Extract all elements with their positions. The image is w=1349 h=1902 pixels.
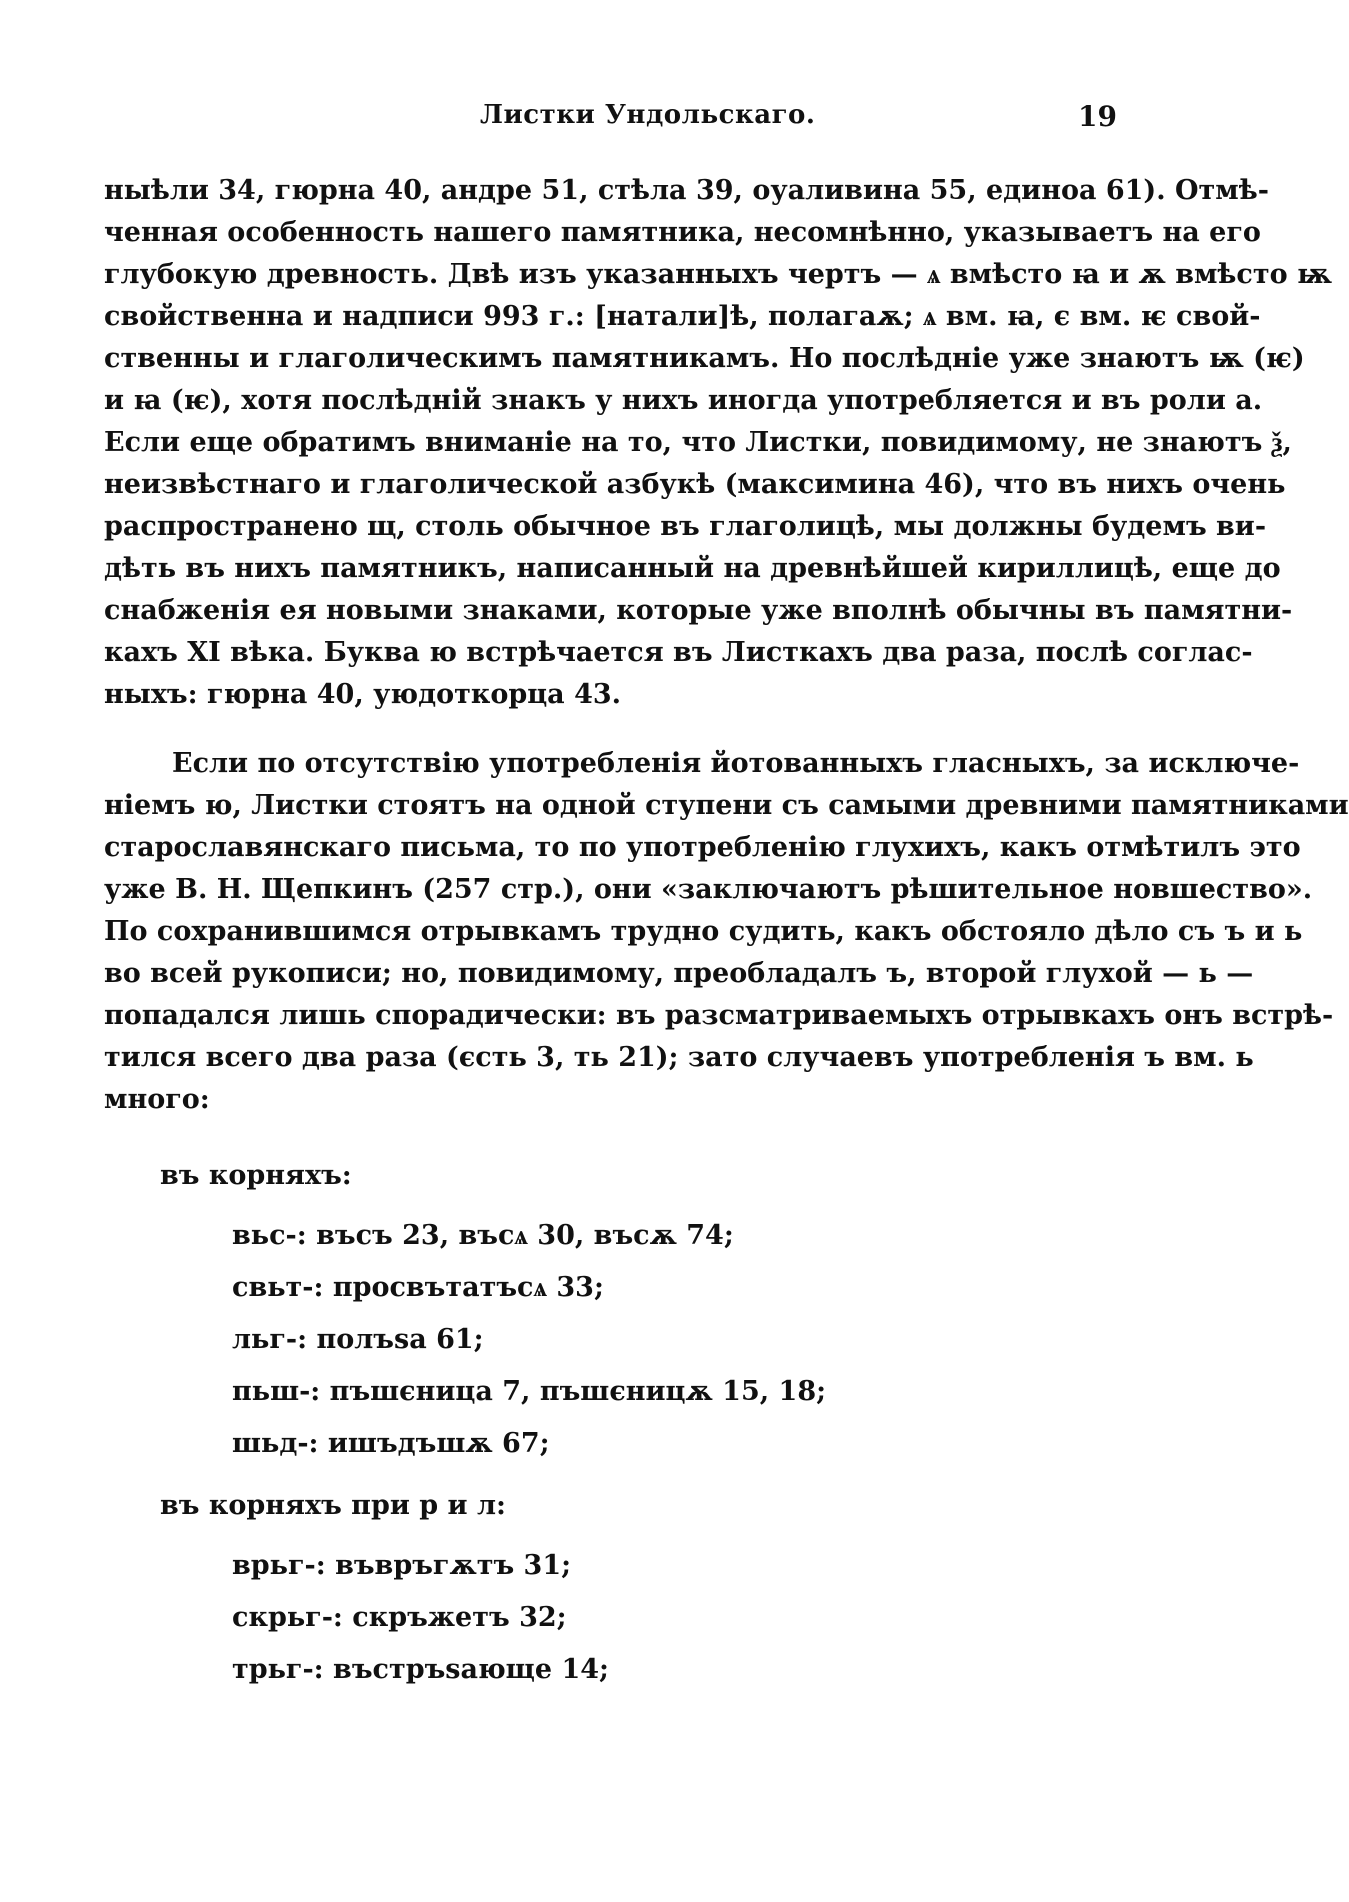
text-line: кахъ XI вѣка. Буква ю встрѣчается въ Листкахъ два раза, послѣ соглас- bbox=[104, 637, 1253, 668]
list-2 bbox=[232, 1540, 932, 1696]
text-line: ственны и глаголическимъ памятникамъ. Но послѣдніе уже знаютъ ѭ (ѥ) bbox=[104, 343, 1305, 374]
text-line: во всей рукописи; но, повидимому, преобладалъ ъ, второй глухой — ь — bbox=[104, 958, 1254, 989]
list-item: трьг-: въстръѕающе 14; bbox=[232, 1654, 609, 1685]
list-item: пьш-: пъшєница 7, пъшєницѫ 15, 18; bbox=[232, 1376, 827, 1407]
text-line: ніемъ ю, Листки стоятъ на одной ступени съ самыми древними памятниками bbox=[104, 790, 1349, 821]
text-line: неизвѣстнаго и глаголической азбукѣ (максимина 46), что въ нихъ очень bbox=[104, 469, 1286, 500]
list-item: льг-: полъѕа 61; bbox=[232, 1324, 484, 1355]
list-item: шьд-: ишъдъшѫ 67; bbox=[232, 1428, 550, 1459]
text-line: Если еще обратимъ вниманіе на то, что Листки, повидимому, не знаютъ ѯ, bbox=[104, 427, 1292, 458]
text-line: старославянскаго письма, то по употребленію глухихъ, какъ отмѣтилъ это bbox=[104, 832, 1301, 863]
text-line: ныхъ: гюрна 40, уюдоткорца 43. bbox=[104, 679, 622, 710]
text-line: распространено щ, столь обычное въ глаголицѣ, мы должны будемъ ви- bbox=[104, 511, 1267, 542]
text-line: попадался лишь спорадически: въ разсматриваемыхъ отрывкахъ онъ встрѣ- bbox=[104, 1000, 1334, 1031]
text-line: уже В. Н. Щепкинъ (257 стр.), они «заключаютъ рѣшительное новшество». bbox=[104, 874, 1313, 905]
text-line: дѣть въ нихъ памятникъ, написанный на древнѣйшей кириллицѣ, еще до bbox=[104, 553, 1281, 584]
text-line: глубокую древность. Двѣ изъ указанныхъ чертъ — ѧ вмѣсто ꙗ и ѫ вмѣсто ѭ bbox=[104, 259, 1333, 290]
text-line: ченная особенность нашего памятника, несомнѣнно, указываетъ на его bbox=[104, 217, 1261, 248]
text-line: тился всего два раза (єсть 3, ть 21); зато случаевъ употребленія ъ вм. ь bbox=[104, 1042, 1254, 1073]
text-line: Если по отсутствію употребленія йотованныхъ гласныхъ, за исключе- bbox=[172, 748, 1300, 779]
list-1-label: въ корняхъ: bbox=[160, 1160, 352, 1191]
text-line: и ꙗ (ѥ), хотя послѣдній знакъ у нихъ иногда употребляется и въ роли а. bbox=[104, 385, 1263, 416]
text-line: свойственна и надписи 993 г.: [натали]ѣ, полагаѫ; ѧ вм. ꙗ, є вм. ѥ свой- bbox=[104, 301, 1261, 332]
text-line: ныѣли 34, гюрна 40, андре 51, стѣла 39, оуаливина 55, единоа 61). Отмѣ- bbox=[104, 175, 1269, 206]
list-1 bbox=[232, 1210, 932, 1470]
list-item: врьг-: въвръгѫтъ 31; bbox=[232, 1550, 572, 1581]
text-line: много: bbox=[104, 1084, 210, 1115]
page-number: 19 bbox=[1078, 100, 1117, 133]
paragraph-2 bbox=[104, 743, 1349, 1121]
list-item: скрьг-: скръжетъ 32; bbox=[232, 1602, 567, 1633]
running-title: Листки Ундольскаго. bbox=[480, 100, 816, 130]
list-item: вьс-: въсъ 23, въсѧ 30, въсѫ 74; bbox=[232, 1220, 734, 1251]
paragraph-1 bbox=[104, 170, 1333, 716]
list-item: свьт-: просвътатъсѧ 33; bbox=[232, 1272, 604, 1303]
text-line: снабженія ея новыми знаками, которые уже вполнѣ обычны въ памятни- bbox=[104, 595, 1293, 626]
text-line: По сохранившимся отрывкамъ трудно судить, какъ обстояло дѣло съ ъ и ь bbox=[104, 916, 1303, 947]
list-2-label: въ корняхъ при р и л: bbox=[160, 1490, 506, 1521]
